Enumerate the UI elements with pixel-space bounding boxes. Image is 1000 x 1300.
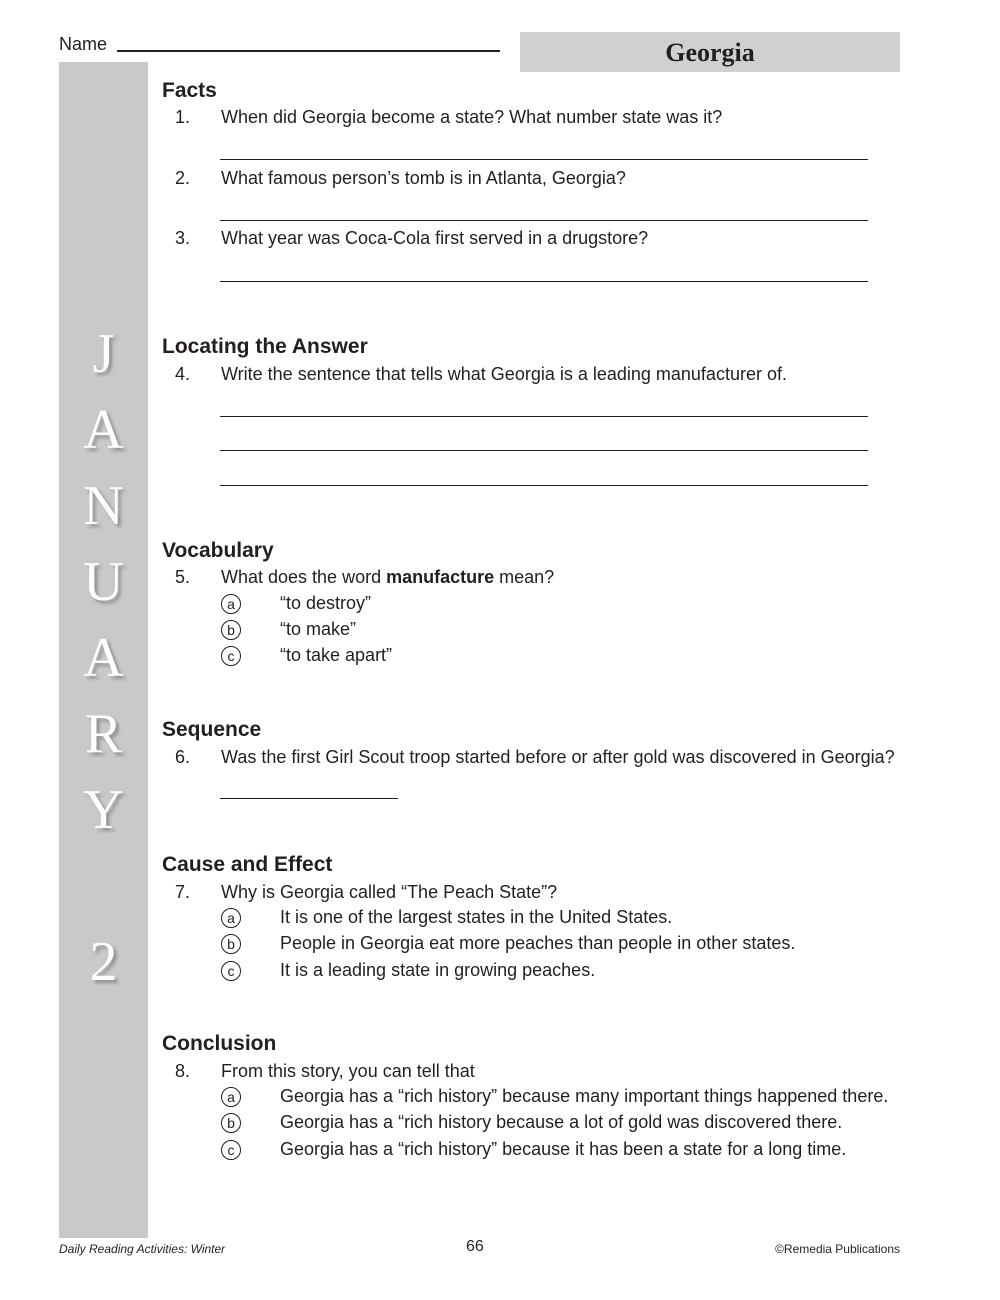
name-label: Name: [59, 34, 108, 54]
option-text: “to make”: [280, 619, 357, 639]
option-bubble-c[interactable]: c: [221, 1140, 241, 1160]
sidebar-letter: A: [83, 627, 124, 689]
option-text: It is a leading state in growing peaches.: [280, 960, 596, 980]
answer-line[interactable]: [220, 485, 868, 486]
question-text: What year was Coca-Cola first served in a drugstore?: [221, 228, 649, 248]
sidebar-number: 2: [89, 931, 118, 993]
question-text: Why is Georgia called “The Peach State”?: [221, 882, 558, 902]
page-number: 66: [466, 1238, 484, 1255]
section-heading-locating: Locating the Answer: [162, 335, 368, 358]
question-text: Was the first Girl Scout troop started before or after gold was discovered in Georgia?: [221, 747, 895, 767]
sidebar-letter: Y: [83, 779, 124, 841]
sidebar-letter: U: [83, 551, 124, 613]
option-bubble-a[interactable]: a: [221, 1087, 241, 1107]
month-sidebar: [59, 62, 148, 1238]
question-number: 5.: [175, 567, 191, 587]
answer-line[interactable]: [220, 159, 868, 160]
sidebar-letter: J: [92, 323, 115, 385]
question-text: What famous person’s tomb is in Atlanta, Georgia?: [221, 168, 626, 188]
option-text: Georgia has a “rich history because a lot of gold was discovered there.: [280, 1112, 843, 1132]
option-bubble-c[interactable]: c: [221, 646, 241, 666]
option-text: Georgia has a “rich history” because it has been a state for a long time.: [280, 1139, 847, 1159]
sidebar-letter: A: [83, 399, 124, 461]
page-title: Georgia: [520, 32, 900, 72]
footer-book-title: Daily Reading Activities: Winter: [59, 1242, 226, 1256]
question-text: From this story, you can tell that: [221, 1061, 475, 1081]
question-number: 1.: [175, 107, 191, 127]
option-text: People in Georgia eat more peaches than people in other states.: [280, 933, 796, 953]
answer-line[interactable]: [220, 798, 398, 799]
option-text: Georgia has a “rich history” because many important things happened there.: [280, 1086, 889, 1106]
answer-line[interactable]: [220, 281, 868, 282]
vocabulary-word: manufacture: [386, 567, 495, 587]
section-heading-cause-effect: Cause and Effect: [162, 853, 333, 876]
question-number: 8.: [175, 1061, 191, 1081]
sidebar-letter: R: [84, 703, 123, 765]
section-heading-facts: Facts: [162, 79, 217, 102]
question-text: What does the word manufacture mean?: [221, 567, 555, 587]
question-text: When did Georgia become a state? What number state was it?: [221, 107, 723, 127]
question-number: 7.: [175, 882, 191, 902]
option-bubble-c[interactable]: c: [221, 961, 241, 981]
option-text: It is one of the largest states in the United States.: [280, 907, 673, 927]
option-text: “to destroy”: [280, 593, 372, 613]
section-heading-conclusion: Conclusion: [162, 1032, 277, 1055]
question-number: 3.: [175, 228, 191, 248]
name-answer-line[interactable]: [117, 50, 500, 52]
option-bubble-a[interactable]: a: [221, 594, 241, 614]
question-text: Write the sentence that tells what Georgia is a leading manufacturer of.: [221, 364, 787, 384]
option-bubble-b[interactable]: b: [221, 1113, 241, 1133]
sidebar-letter: N: [83, 475, 124, 537]
answer-line[interactable]: [220, 220, 868, 221]
option-bubble-a[interactable]: a: [221, 908, 241, 928]
option-bubble-b[interactable]: b: [221, 934, 241, 954]
section-heading-vocabulary: Vocabulary: [162, 539, 274, 562]
footer-publisher: ©Remedia Publications: [775, 1242, 900, 1256]
answer-line[interactable]: [220, 450, 868, 451]
option-text: “to take apart”: [280, 645, 393, 665]
question-number: 4.: [175, 364, 191, 384]
section-heading-sequence: Sequence: [162, 718, 262, 741]
answer-line[interactable]: [220, 416, 868, 417]
option-bubble-b[interactable]: b: [221, 620, 241, 640]
question-number: 2.: [175, 168, 191, 188]
question-number: 6.: [175, 747, 191, 767]
